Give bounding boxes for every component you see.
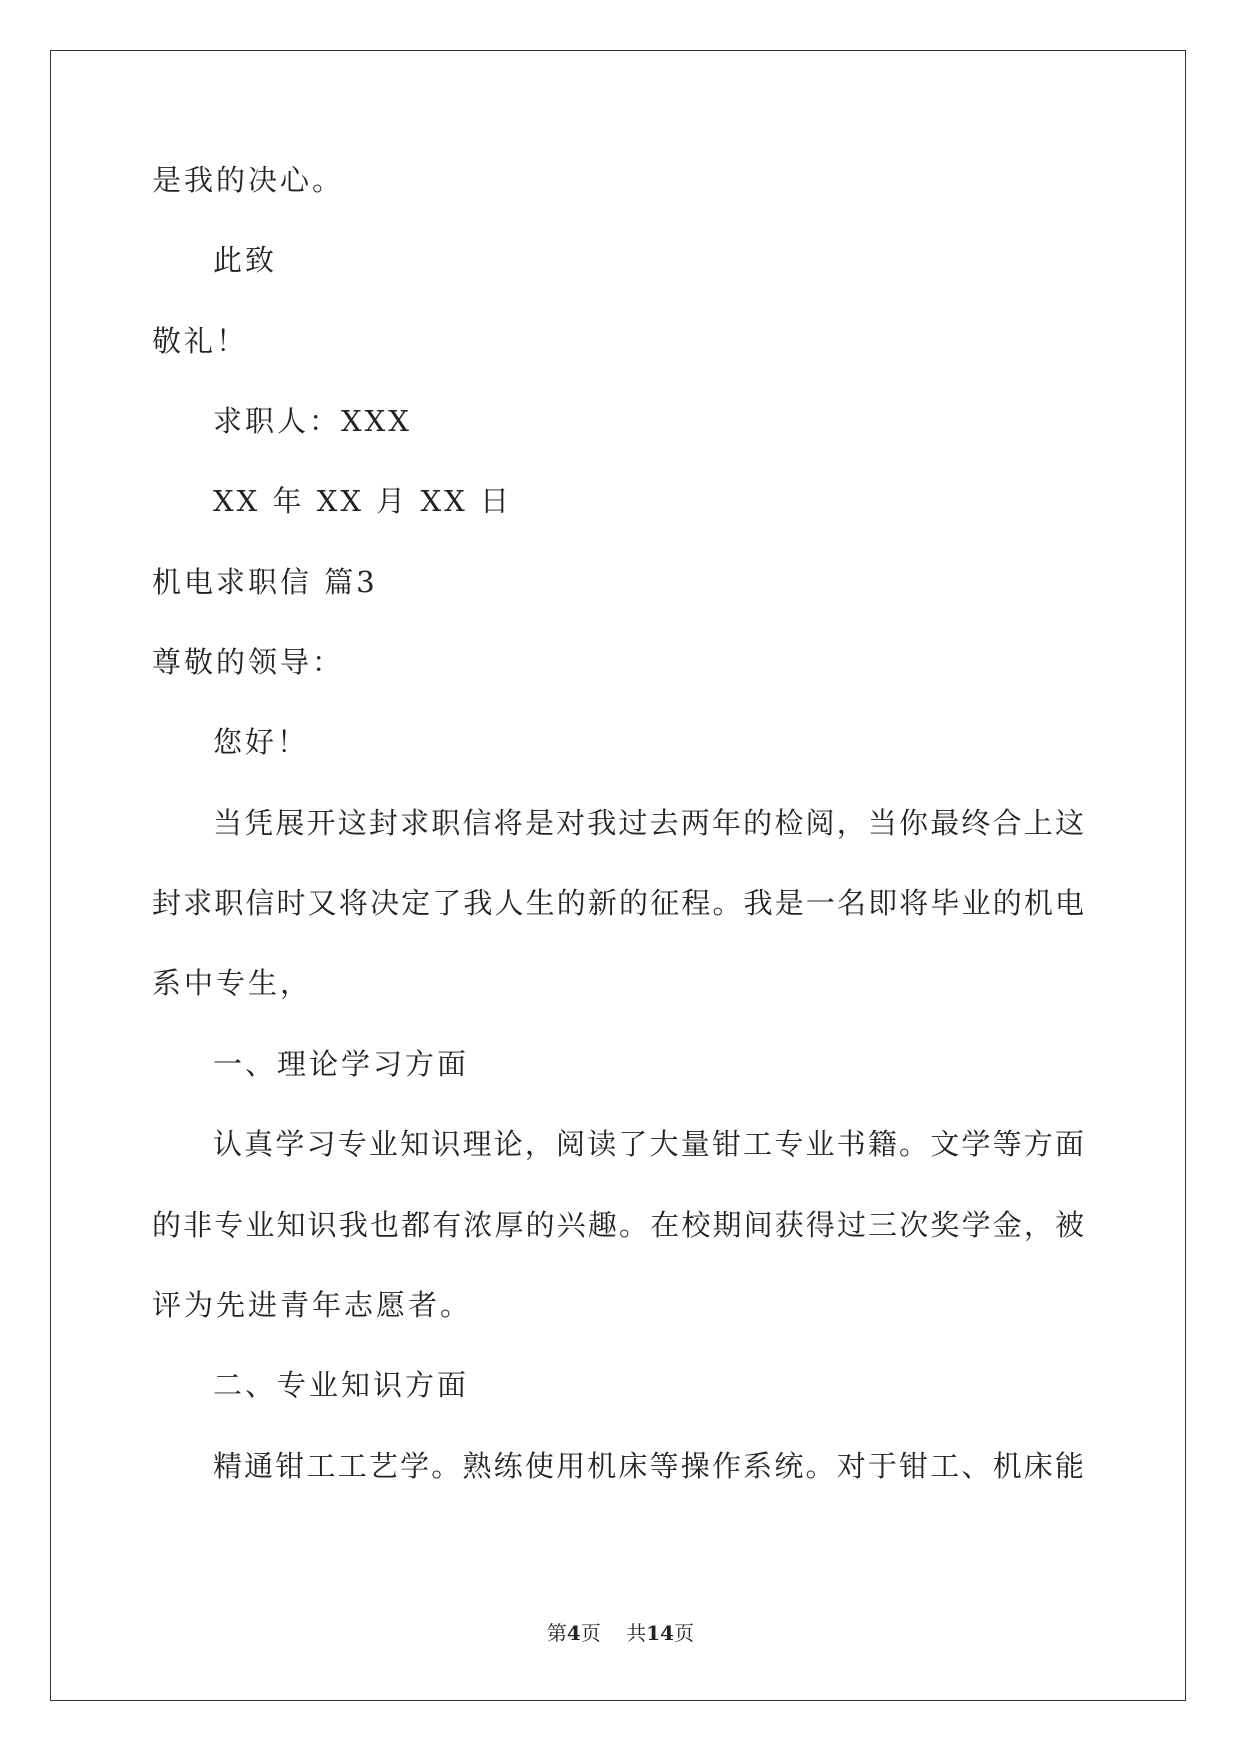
text-line: 此致: [213, 243, 278, 277]
text-line: 评为先进青年志愿者。: [152, 1288, 473, 1322]
text-line: 敬礼！: [152, 324, 249, 358]
text-line: 精通钳工工艺学。熟练使用机床等操作系统。对于钳工、机床能: [213, 1449, 1084, 1483]
total-suffix: 页: [674, 1621, 695, 1645]
section-heading: 机电求职信 篇3: [152, 565, 378, 599]
text-line: 是我的决心。: [152, 163, 345, 197]
salutation: 尊敬的领导：: [152, 645, 345, 679]
text-line: XX 年 XX 月 XX 日: [213, 484, 512, 518]
total-prefix: 共: [626, 1621, 647, 1645]
total-pages: 14: [646, 1621, 675, 1645]
page-number: 4: [566, 1621, 581, 1645]
text-line: 求职人：XXX: [213, 404, 412, 438]
greeting: 您好！: [213, 725, 310, 759]
subheading: 一、理论学习方面: [213, 1047, 470, 1081]
text-line: 的非专业知识我也都有浓厚的兴趣。在校期间获得过三次奖学金，被: [152, 1208, 1084, 1242]
subheading: 二、专业知识方面: [213, 1368, 470, 1402]
page-prefix: 第: [546, 1621, 567, 1645]
text-line: 认真学习专业知识理论，阅读了大量钳工专业书籍。文学等方面: [213, 1127, 1084, 1161]
text-line: 当凭展开这封求职信将是对我过去两年的检阅，当你最终合上这: [213, 806, 1084, 840]
text-line: 封求职信时又将决定了我人生的新的征程。我是一名即将毕业的机电: [152, 886, 1084, 920]
page-suffix: 页: [580, 1621, 601, 1645]
text-line: 系中专生，: [152, 966, 313, 1000]
page-footer: [0, 1617, 1241, 1646]
